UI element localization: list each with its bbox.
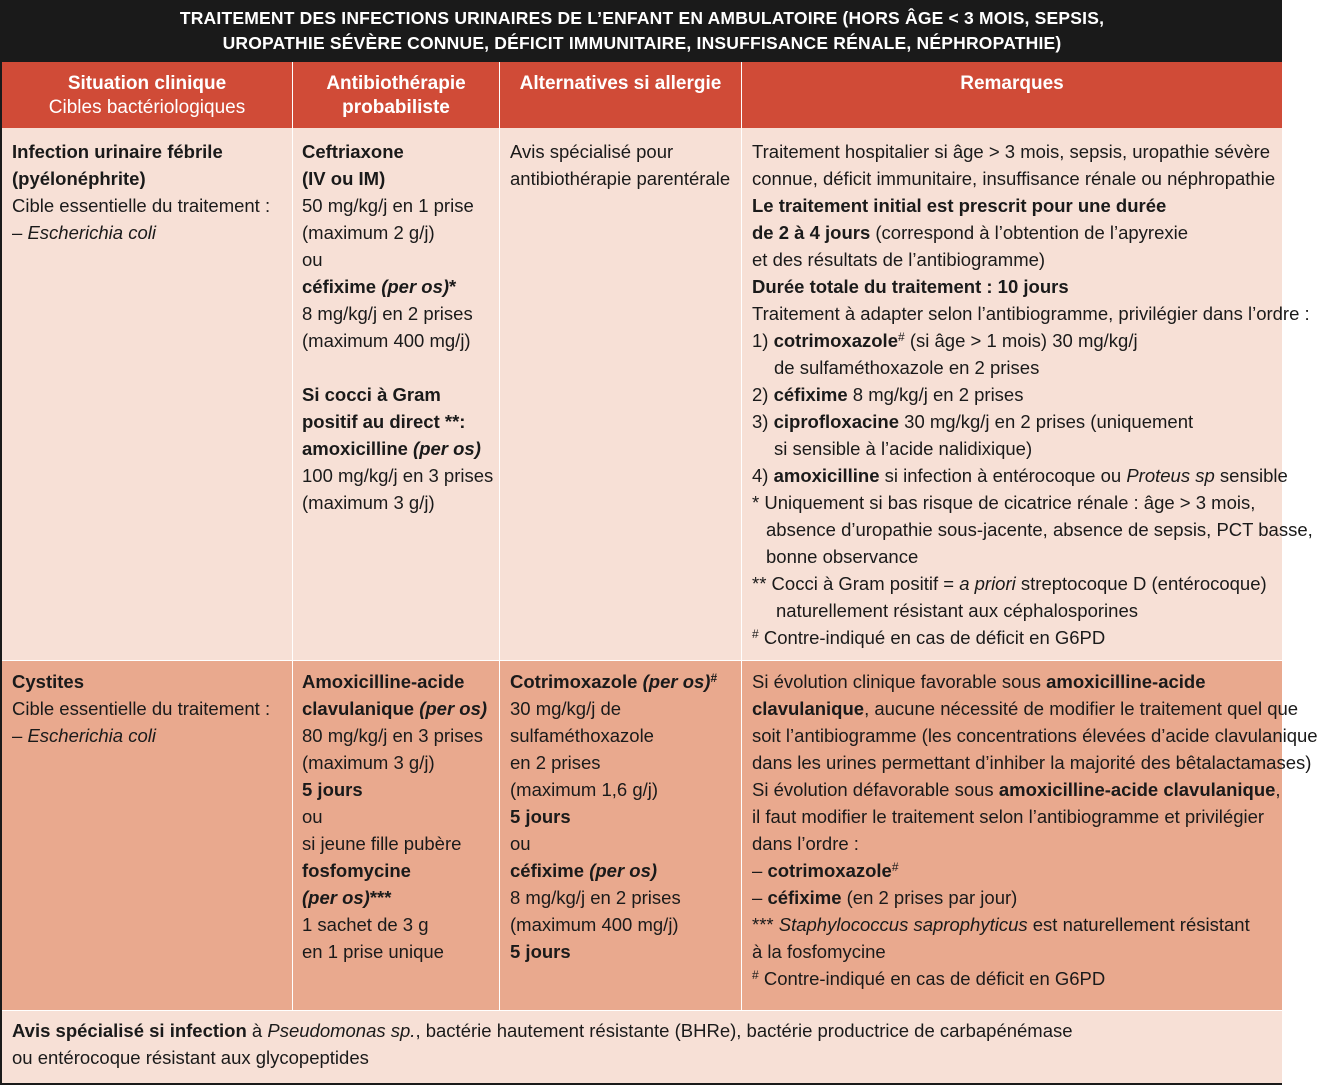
drug-name: céfixime: [773, 384, 848, 405]
remark-line: ,: [1275, 779, 1281, 800]
drug-max: (maximum 3 g/j): [302, 492, 435, 513]
table-title-line2: UROPATHIE SÉVÈRE CONNUE, DÉFICIT IMMUNITAIRE, INSUFFISANCE RÉNALE, NÉPHROPATHIE): [222, 33, 1062, 53]
footnote-mark: ***: [369, 887, 392, 908]
cell-remarks-pyelonephritis: [752, 138, 1313, 651]
duration: 5 jours: [510, 806, 571, 827]
cell-remarks-cystitis: [752, 668, 1318, 992]
cell-alternatives-pyelonephritis: [510, 138, 738, 192]
item-text: 30 mg/kg/j en 2 prises (uniquement: [899, 411, 1194, 432]
divider: [292, 62, 293, 1011]
drug-route: (IV ou IM): [302, 168, 386, 189]
drug-name: clavulanique: [752, 698, 865, 719]
item-text: de sulfaméthoxazole en 2 prises: [774, 357, 1040, 378]
footnote-mark: #: [752, 627, 759, 641]
header-antibiotherapy-line1: Antibiothérapie: [326, 73, 466, 94]
dash-item: [752, 857, 1277, 884]
drug-max: (maximum 2 g/j): [302, 222, 435, 243]
footer-text: , bactérie hautement résistante (BHRe), bactérie productrice de carbapénémase: [415, 1020, 1073, 1041]
drug-dose: en 2 prises: [510, 752, 601, 773]
cell-situation-cystitis: [12, 668, 287, 749]
remark-line: et des résultats de l’antibiogramme): [752, 249, 1046, 270]
footnote-mark: *: [752, 492, 765, 513]
divider: [2, 660, 1282, 661]
table-title-line1: TRAITEMENT DES INFECTIONS URINAIRES DE L’ENFANT EN AMBULATOIRE (HORS ÂGE < 3 MOIS, SEPSIS,: [179, 8, 1105, 28]
drug-name: cotrimoxazole: [767, 860, 892, 881]
remark-line: dans les urines permettant d’inhiber la majorité des bêtalactamases): [752, 752, 1312, 773]
item-text: sensible: [1214, 465, 1288, 486]
header-remarks: [742, 62, 1282, 128]
footnote: [752, 489, 1277, 516]
drug-dose: 1 sachet de 3 g: [302, 914, 429, 935]
divider: [741, 62, 742, 1011]
remark-line: Traitement hospitalier si âge > 3 mois, sepsis, uropathie sévère: [752, 141, 1271, 162]
footnote-text: naturellement résistant aux céphalosporines: [776, 600, 1138, 621]
situation-title: Infection urinaire fébrile: [12, 141, 223, 162]
footnote-mark: #: [891, 860, 899, 874]
drug-dose: 8 mg/kg/j en 2 prises: [510, 887, 681, 908]
footnote-text: absence d’uropathie sous-jacente, absence de sepsis, PCT basse,: [766, 519, 1313, 540]
dash: –: [752, 860, 768, 881]
footer-text: à: [246, 1020, 268, 1041]
drug-name: céfixime: [767, 887, 842, 908]
cell-antibio-cystitis: [302, 668, 497, 965]
bacteria-name: Proteus sp: [1126, 465, 1215, 486]
item-text: si infection à entérocoque ou: [879, 465, 1127, 486]
footnote-mark: #: [710, 671, 718, 685]
drug-route: (per os): [381, 276, 450, 297]
duration: 5 jours: [510, 941, 571, 962]
or-text: ou: [302, 249, 323, 270]
bacteria-name: Escherichia coli: [27, 222, 156, 243]
cell-antibio-pyelonephritis: [302, 138, 497, 516]
drug-name: céfixime: [302, 276, 377, 297]
cocci-condition: positif au direct **:: [302, 411, 466, 432]
footnote: [752, 624, 1277, 651]
dash-item: [752, 884, 1277, 911]
drug-name: cotrimoxazole: [773, 330, 898, 351]
divider: [499, 62, 500, 1011]
item-number: 2): [752, 384, 774, 405]
drug-name: Ceftriaxone: [302, 141, 404, 162]
footnote-text: a priori: [959, 573, 1016, 594]
cocci-condition: Si cocci à Gram: [302, 384, 441, 405]
ordered-item: [752, 462, 1288, 489]
header-antibiotherapy-line2: probabiliste: [342, 97, 450, 118]
bacteria-name: Staphylococcus saprophyticus: [778, 914, 1028, 935]
header-situation: [2, 62, 292, 128]
drug-route: (per os): [642, 671, 711, 692]
situation-target: Cible essentielle du traitement :: [12, 195, 271, 216]
remark-line: (correspond à l’obtention de l’apyrexie: [870, 222, 1189, 243]
alternative-text: Avis spécialisé pour: [510, 141, 674, 162]
drug-dose: 50 mg/kg/j en 1 prise: [302, 195, 474, 216]
drug-max: (maximum 400 mg/j): [302, 330, 471, 351]
footnote-mark: **: [752, 573, 772, 594]
drug-name: fosfomycine: [302, 860, 411, 881]
header-alternatives-label: Alternatives si allergie: [519, 73, 722, 94]
drug-name: Amoxicilline-acide: [302, 671, 465, 692]
remark-line: connue, déficit immunitaire, insuffisance rénale ou néphropathie: [752, 168, 1276, 189]
item-number: 4): [752, 465, 774, 486]
total-duration: Durée totale du traitement : 10 jours: [752, 276, 1069, 297]
drug-route: (per os): [302, 887, 370, 908]
remark-line: dans l’ordre :: [752, 833, 859, 854]
dash: –: [12, 725, 28, 746]
duration: 5 jours: [302, 779, 363, 800]
drug-max: en 1 prise unique: [302, 941, 444, 962]
header-alternatives: [500, 62, 741, 128]
duration-bold: de 2 à 4 jours: [752, 222, 871, 243]
remark-line: soit l’antibiogramme (les concentrations élevées d’acide clavulanique: [752, 725, 1318, 746]
footnote-text: à la fosfomycine: [752, 941, 886, 962]
drug-max: (maximum 400 mg/j): [510, 914, 679, 935]
remark-line: Le traitement initial est prescrit pour une durée: [752, 195, 1167, 216]
remark-line: Traitement à adapter selon l’antibiogramme, privilégier dans l’ordre :: [752, 303, 1310, 324]
item-text: (si âge > 1 mois) 30 mg/kg/j: [904, 330, 1138, 351]
item-text: (en 2 prises par jour): [841, 887, 1018, 908]
footnote-mark: *: [449, 276, 457, 297]
situation-title: Cystites: [12, 671, 84, 692]
footnote-mark: ***: [752, 914, 779, 935]
footnote-mark: #: [752, 968, 759, 982]
remark-line: Si évolution défavorable sous: [752, 779, 999, 800]
footnote-text: Cocci à Gram positif =: [771, 573, 960, 594]
dash: –: [12, 222, 28, 243]
ordered-item: [752, 381, 1277, 408]
footnote-text: Contre-indiqué en cas de déficit en G6PD: [758, 627, 1106, 648]
remark-line: Si évolution clinique favorable sous: [752, 671, 1047, 692]
item-text: si sensible à l’acide nalidixique): [774, 438, 1033, 459]
or-text: ou: [510, 833, 531, 854]
remark-line: il faut modifier le traitement selon l’antibiogramme et privilégier: [752, 806, 1265, 827]
cell-alternatives-cystitis: [510, 668, 738, 965]
drug-max: (maximum 1,6 g/j): [510, 779, 659, 800]
footnote-text: bonne observance: [766, 546, 919, 567]
table-title: [2, 0, 1282, 62]
item-number: 3): [752, 411, 774, 432]
alternative-text: antibiothérapie parentérale: [510, 168, 731, 189]
situation-title: (pyélonéphrite): [12, 168, 146, 189]
dash: –: [752, 887, 768, 908]
drug-name: ciprofloxacine: [773, 411, 900, 432]
drug-dose: 80 mg/kg/j en 3 prises: [302, 725, 483, 746]
drug-dose: sulfaméthoxazole: [510, 725, 654, 746]
drug-dose: 8 mg/kg/j en 2 prises: [302, 303, 473, 324]
drug-dose: 100 mg/kg/j en 3 prises: [302, 465, 494, 486]
remark-line: , aucune nécessité de modifier le traitement quel que: [864, 698, 1299, 719]
drug-name: amoxicilline-acide: [1046, 671, 1206, 692]
drug-name: amoxicilline: [773, 465, 880, 486]
footnote-text: est naturellement résistant: [1027, 914, 1250, 935]
bacteria-name: Pseudomonas sp.: [267, 1020, 416, 1041]
drug-name: clavulanique: [302, 698, 415, 719]
footnote-text: Contre-indiqué en cas de déficit en G6PD: [758, 968, 1106, 989]
cell-situation-pyelonephritis: [12, 138, 287, 246]
drug-name: Cotrimoxazole: [510, 671, 638, 692]
drug-dose: 30 mg/kg/j de: [510, 698, 622, 719]
drug-name: amoxicilline-acide clavulanique: [998, 779, 1276, 800]
footnote-text: Uniquement si bas risque de cicatrice rénale : âge > 3 mois,: [764, 492, 1256, 513]
drug-name: amoxicilline: [302, 438, 408, 459]
header-antibiotherapy: [293, 62, 499, 128]
item-number: 1): [752, 330, 774, 351]
divider: [2, 1010, 1282, 1011]
header-situation-sub: Cibles bactériologiques: [48, 97, 246, 118]
drug-route: (per os): [589, 860, 658, 881]
footer-text: ou entérocoque résistant aux glycopeptides: [12, 1047, 369, 1068]
ordered-item: [752, 408, 1277, 435]
footer-bold: Avis spécialisé si infection: [12, 1020, 247, 1041]
drug-name: céfixime: [510, 860, 585, 881]
drug-route: (per os): [413, 438, 481, 459]
ordered-item: [752, 327, 1277, 354]
item-text: 8 mg/kg/j en 2 prises: [847, 384, 1024, 405]
header-remarks-label: Remarques: [960, 73, 1064, 94]
footnote-mark: #: [898, 330, 905, 344]
footnote: [752, 911, 1277, 938]
footnote: [752, 570, 1277, 597]
drug-max: (maximum 3 g/j): [302, 752, 435, 773]
cell-footer-note: [12, 1017, 1272, 1071]
footnote: [752, 965, 1277, 992]
header-situation-title: Situation clinique: [67, 73, 227, 94]
footnote-text: streptocoque D (entérocoque): [1015, 573, 1267, 594]
condition-text: si jeune fille pubère: [302, 833, 462, 854]
or-text: ou: [302, 806, 323, 827]
situation-target: Cible essentielle du traitement :: [12, 698, 271, 719]
bacteria-name: Escherichia coli: [27, 725, 156, 746]
drug-route: (per os): [419, 698, 488, 719]
